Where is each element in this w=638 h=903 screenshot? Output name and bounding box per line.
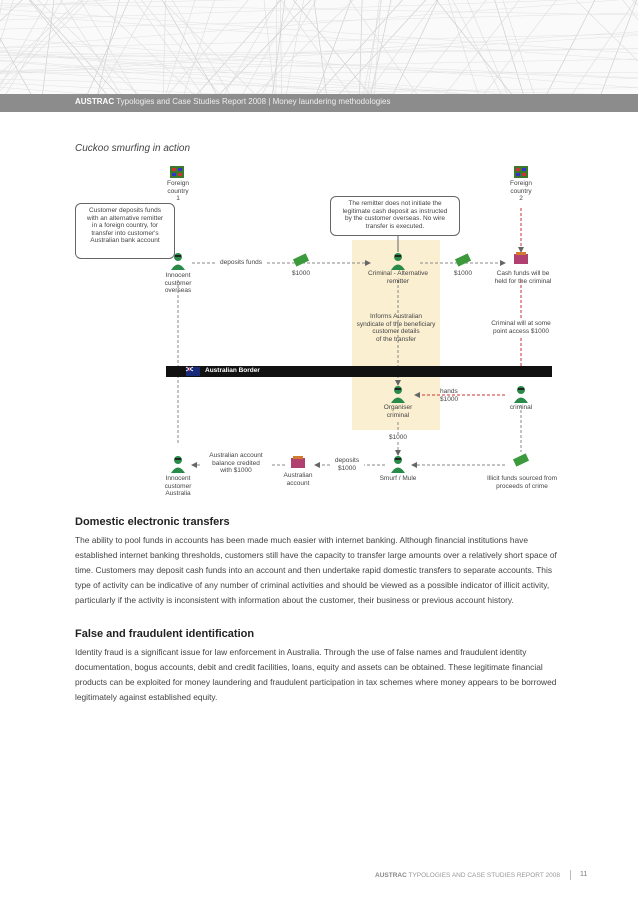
australian-account-label: Australian account [283,472,313,487]
footer-text [375,872,560,879]
innocent-customer-australia-person-icon [171,456,185,473]
illicit-funds-label: Illicit funds sourced from proceeds of crime [486,475,558,490]
criminal-label: criminal [509,404,533,411]
cash-held-label: Cash funds will be held for the criminal [494,270,552,285]
smurf-mule-person-icon [391,456,405,473]
header-separator: | [268,97,271,106]
innocent-customer-australia-label: Innocent customer Australia [164,475,192,497]
criminal-access-label: Criminal will at some point access $1000 [483,320,559,335]
organiser-criminal-label: Organiser criminal [383,404,413,419]
australian-flag-icon [186,367,200,376]
footer-org: AUSTRAC [375,872,407,879]
australian-account-icon [291,456,305,468]
deposits-1000-label: deposits $1000 [330,457,364,472]
page-number: 11 [580,871,588,878]
cuckoo-smurfing-diagram [0,160,638,505]
australian-border-label: Australian Border [205,367,260,374]
money-icon-3 [513,453,529,466]
money-icon-1 [293,253,309,266]
section-title-false-id: False and fraudulent identification [75,628,255,640]
header-section: Money laundering methodologies [272,97,391,106]
foreign-country-2-flag-icon [514,166,528,178]
criminal-remitter-label: Criminal - Alternative remitter [368,270,428,285]
footer-title: TYPOLOGIES AND CASE STUDIES REPORT 2008 [408,872,560,879]
header-title: Typologies and Case Studies Report 2008 [116,97,267,106]
money-icon-2 [455,253,471,266]
cash-safe-icon [514,252,528,264]
foreign-country-1-label: Foreign country 1 [166,180,190,202]
footer-separator [570,870,571,880]
criminal-person-icon [514,386,528,403]
section-body-false-id: Identity fraud is a significant issue for law enforcement in Australia. Through the use of false names and fraudulent identity documentation, bogus accounts, debit and credit facilities, loans, equity and assets can be obtained. These legitimate financial products can be exploited for money laundering and fraudulent participation in tax schemes where money appears to be borrowed legitimately against established equity. [75,647,557,702]
remitter-note-box: The remitter does not initiate the legitimate cash deposit as instructed by the customer overseas. No wire transfer is executed. [330,196,460,236]
header-banner [0,0,638,112]
innocent-customer-overseas-label: Innocent customer overseas [164,272,192,294]
money-3-label: $1000 [383,434,413,442]
hands-label: hands $1000 [440,388,459,403]
decorative-line [0,3,638,15]
section-title-domestic: Domestic electronic transfers [75,516,230,528]
header-org: AUSTRAC [75,97,115,106]
header-band [0,94,638,112]
header-text [75,97,390,106]
money-2-label: $1000 [453,270,473,277]
section-body-domestic: The ability to pool funds in accounts has been made much easier with internet banking. Although financial institutions have established internet banking thresholds, customers still have the capacity to transfer large amounts over a relatively short space of time. Customers may deposit cash funds into an account and then undertake rapid domestic transfers to separate accounts. This type of activity can be indicative of any number of criminal activities and should be viewed as a possible indicator of illicit activity, particularly if the activity is inconsistent with information about the customer, their business or previous account history. [75,535,557,605]
customer-deposits-box: Customer deposits funds with an alternative remitter in a foreign country, for transfer into customer's Australian bank account [75,203,175,259]
foreign-country-2-label: Foreign country 2 [509,180,533,202]
foreign-country-1-flag-icon [170,166,184,178]
figure-title: Cuckoo smurfing in action [75,143,191,154]
money-1-label: $1000 [291,270,311,277]
informs-syndicate-label: Informs Australian syndicate of the beneficiary customer details of the transfer [356,313,436,343]
smurf-mule-label: Smurf / Mule [379,475,417,482]
balance-credited-label: Australian account balance credited with $1000 [200,452,272,475]
deposits-funds-label: deposits funds [216,259,266,267]
